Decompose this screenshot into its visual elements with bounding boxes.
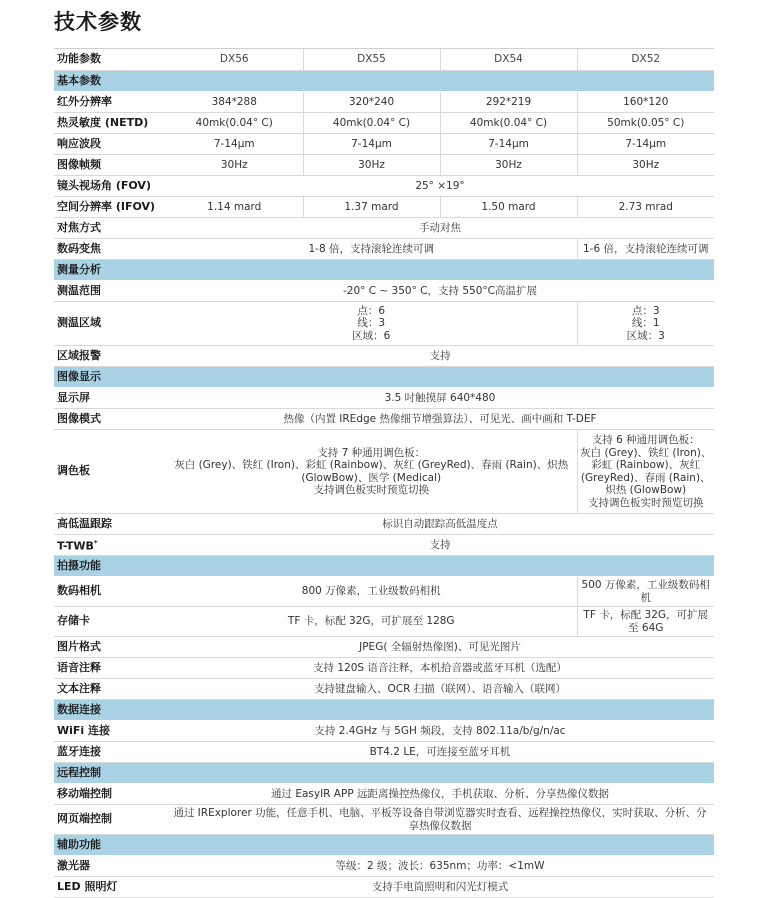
row-label: 空间分辨率 (IFOV) bbox=[54, 197, 166, 218]
row-label: 蓝牙连接 bbox=[54, 742, 166, 763]
table-row bbox=[54, 113, 714, 134]
cell-value: 2.73 mrad bbox=[577, 197, 714, 218]
cell-value: 25° ×19° bbox=[166, 176, 714, 197]
table-row bbox=[54, 239, 714, 260]
row-label: 图像模式 bbox=[54, 409, 166, 430]
row-label: 激光器 bbox=[54, 856, 166, 877]
cell-value: 支持 bbox=[166, 535, 714, 556]
table-row bbox=[54, 92, 714, 113]
row-label: 红外分辨率 bbox=[54, 92, 166, 113]
cell-value: 标识自动跟踪高低温度点 bbox=[166, 514, 714, 535]
table-row bbox=[54, 176, 714, 197]
table-row bbox=[54, 721, 714, 742]
row-label: 测温区域 bbox=[54, 302, 166, 346]
cell-value: 3.5 吋触摸屏 640*480 bbox=[166, 388, 714, 409]
table-row bbox=[54, 658, 714, 679]
cell-value: 点：6 线：3 区域：6 bbox=[166, 302, 577, 346]
cell-value: 7-14μm bbox=[440, 134, 577, 155]
section-connect: 数据连接 bbox=[54, 700, 714, 721]
cell-value: 等级：2 级；波长：635nm；功率：<1mW bbox=[166, 856, 714, 877]
row-label: 区域报警 bbox=[54, 346, 166, 367]
row-label: 数码相机 bbox=[54, 577, 166, 607]
section-measure: 测量分析 bbox=[54, 260, 714, 281]
model-dx56: DX56 bbox=[166, 49, 303, 71]
cell-value: 热像（内置 IREdge 热像细节增强算法）、可见光、画中画和 T-DEF bbox=[166, 409, 714, 430]
cell-value: 384*288 bbox=[166, 92, 303, 113]
section-capture: 拍摄功能 bbox=[54, 556, 714, 577]
cell-value: 292*219 bbox=[440, 92, 577, 113]
cell-value: TF 卡，标配 32G，可扩展至 128G bbox=[166, 607, 577, 637]
cell-value: 支持 bbox=[166, 346, 714, 367]
cell-value: 通过 IRExplorer 功能，任意手机、电脑、平板等设备自带浏览器实时查看、远程操控热像仪，实时获取、分析、分 享热像仪数据 bbox=[166, 805, 714, 835]
spec-table bbox=[54, 48, 714, 898]
section-row bbox=[54, 556, 714, 577]
cell-value: BT4.2 LE，可连接至蓝牙耳机 bbox=[166, 742, 714, 763]
row-label: 热灵敏度 (NETD) bbox=[54, 113, 166, 134]
cell-value: 160*120 bbox=[577, 92, 714, 113]
table-row bbox=[54, 155, 714, 176]
cell-value: 支持 6 种通用调色板： 灰白 (Grey)、铁红 (Iron)、 彩虹 (Rainbow)、灰红 (GreyRed)、春雨 (Rain)、 炽热 (GlowBow) 支持调色板实时预览切换 bbox=[577, 430, 714, 514]
table-row bbox=[54, 577, 714, 607]
row-label: 对焦方式 bbox=[54, 218, 166, 239]
cell-value: 40mk(0.04° C) bbox=[440, 113, 577, 134]
header-label: 功能参数 bbox=[54, 49, 166, 71]
section-display: 图像显示 bbox=[54, 367, 714, 388]
table-row bbox=[54, 388, 714, 409]
table-row bbox=[54, 742, 714, 763]
cell-value: TF 卡，标配 32G，可扩展 至 64G bbox=[577, 607, 714, 637]
table-row bbox=[54, 346, 714, 367]
row-label: 调色板 bbox=[54, 430, 166, 514]
cell-value: 1.37 mard bbox=[303, 197, 440, 218]
row-label: WiFi 连接 bbox=[54, 721, 166, 742]
footnote-mark: * bbox=[93, 538, 98, 547]
section-row bbox=[54, 367, 714, 388]
cell-value: 点：3 线：1 区域：3 bbox=[577, 302, 714, 346]
table-row bbox=[54, 856, 714, 877]
cell-value: 40mk(0.04° C) bbox=[166, 113, 303, 134]
section-row bbox=[54, 835, 714, 856]
table-row bbox=[54, 134, 714, 155]
section-row bbox=[54, 700, 714, 721]
table-row bbox=[54, 805, 714, 835]
row-label: LED 照明灯 bbox=[54, 877, 166, 898]
cell-value: 支持 120S 语音注释，本机拾音器或蓝牙耳机（选配） bbox=[166, 658, 714, 679]
row-label: 显示屏 bbox=[54, 388, 166, 409]
model-dx54: DX54 bbox=[440, 49, 577, 71]
cell-value: 1.14 mard bbox=[166, 197, 303, 218]
cell-value: 30Hz bbox=[166, 155, 303, 176]
cell-value: 支持 7 种通用调色板： 灰白 (Grey)、铁红 (Iron)、彩虹 (Rainbow)、灰红 (GreyRed)、春雨 (Rain)、炽热 (GlowBow)、医学 (Medical) 支持调色板实时预览切换 bbox=[166, 430, 577, 514]
table-row bbox=[54, 218, 714, 239]
section-basic: 基本参数 bbox=[54, 71, 714, 92]
cell-value: 30Hz bbox=[440, 155, 577, 176]
cell-value: 支持 2.4GHz 与 5GH 频段，支持 802.11a/b/g/n/ac bbox=[166, 721, 714, 742]
row-label: 移动端控制 bbox=[54, 784, 166, 805]
cell-value: 7-14μm bbox=[577, 134, 714, 155]
row-label: 数码变焦 bbox=[54, 239, 166, 260]
table-row bbox=[54, 281, 714, 302]
table-row bbox=[54, 877, 714, 898]
table-row bbox=[54, 514, 714, 535]
table-row bbox=[54, 535, 714, 556]
cell-value: 320*240 bbox=[303, 92, 440, 113]
cell-value: 7-14μm bbox=[166, 134, 303, 155]
row-label: 镜头视场角 (FOV) bbox=[54, 176, 166, 197]
table-row bbox=[54, 784, 714, 805]
header-row bbox=[54, 49, 714, 71]
row-label: 网页端控制 bbox=[54, 805, 166, 835]
cell-value: JPEG( 全辐射热像图)、可见光图片 bbox=[166, 637, 714, 658]
cell-value: 1-8 倍，支持滚轮连续可调 bbox=[166, 239, 577, 260]
section-row bbox=[54, 763, 714, 784]
cell-value: -20° C ~ 350° C，支持 550°C高温扩展 bbox=[166, 281, 714, 302]
cell-value: 通过 EasyIR APP 远距离操控热像仪，手机获取、分析、分享热像仪数据 bbox=[166, 784, 714, 805]
table-row bbox=[54, 637, 714, 658]
model-dx52: DX52 bbox=[577, 49, 714, 71]
row-label: 图像帧频 bbox=[54, 155, 166, 176]
cell-value: 支持键盘输入、OCR 扫描（联网）、语音输入（联网） bbox=[166, 679, 714, 700]
cell-value: 50mk(0.05° C) bbox=[577, 113, 714, 134]
row-label: 高低温跟踪 bbox=[54, 514, 166, 535]
cell-value: 7-14μm bbox=[303, 134, 440, 155]
row-label: 响应波段 bbox=[54, 134, 166, 155]
cell-value: 800 万像素，工业级数码相机 bbox=[166, 577, 577, 607]
cell-value: 1-6 倍，支持滚轮连续可调 bbox=[577, 239, 714, 260]
section-aux: 辅助功能 bbox=[54, 835, 714, 856]
cell-value: 1.50 mard bbox=[440, 197, 577, 218]
ttwb-label: T-TWB bbox=[57, 539, 94, 553]
cell-value: 支持手电筒照明和闪光灯模式 bbox=[166, 877, 714, 898]
table-row bbox=[54, 302, 714, 346]
row-label: 语音注释 bbox=[54, 658, 166, 679]
table-row bbox=[54, 679, 714, 700]
section-row bbox=[54, 71, 714, 92]
table-row bbox=[54, 430, 714, 514]
section-row bbox=[54, 260, 714, 281]
table-row bbox=[54, 607, 714, 637]
page-title: 技术参数 bbox=[54, 10, 142, 34]
row-label: 文本注释 bbox=[54, 679, 166, 700]
cell-value: 500 万像素，工业级数码相 机 bbox=[577, 577, 714, 607]
model-dx55: DX55 bbox=[303, 49, 440, 71]
row-label: 测温范围 bbox=[54, 281, 166, 302]
cell-value: 30Hz bbox=[577, 155, 714, 176]
row-label: 图片格式 bbox=[54, 637, 166, 658]
table-row bbox=[54, 409, 714, 430]
row-label bbox=[54, 535, 166, 556]
table-row bbox=[54, 197, 714, 218]
cell-value: 30Hz bbox=[303, 155, 440, 176]
row-label: 存储卡 bbox=[54, 607, 166, 637]
section-remote: 远程控制 bbox=[54, 763, 714, 784]
cell-value: 40mk(0.04° C) bbox=[303, 113, 440, 134]
cell-value: 手动对焦 bbox=[166, 218, 714, 239]
